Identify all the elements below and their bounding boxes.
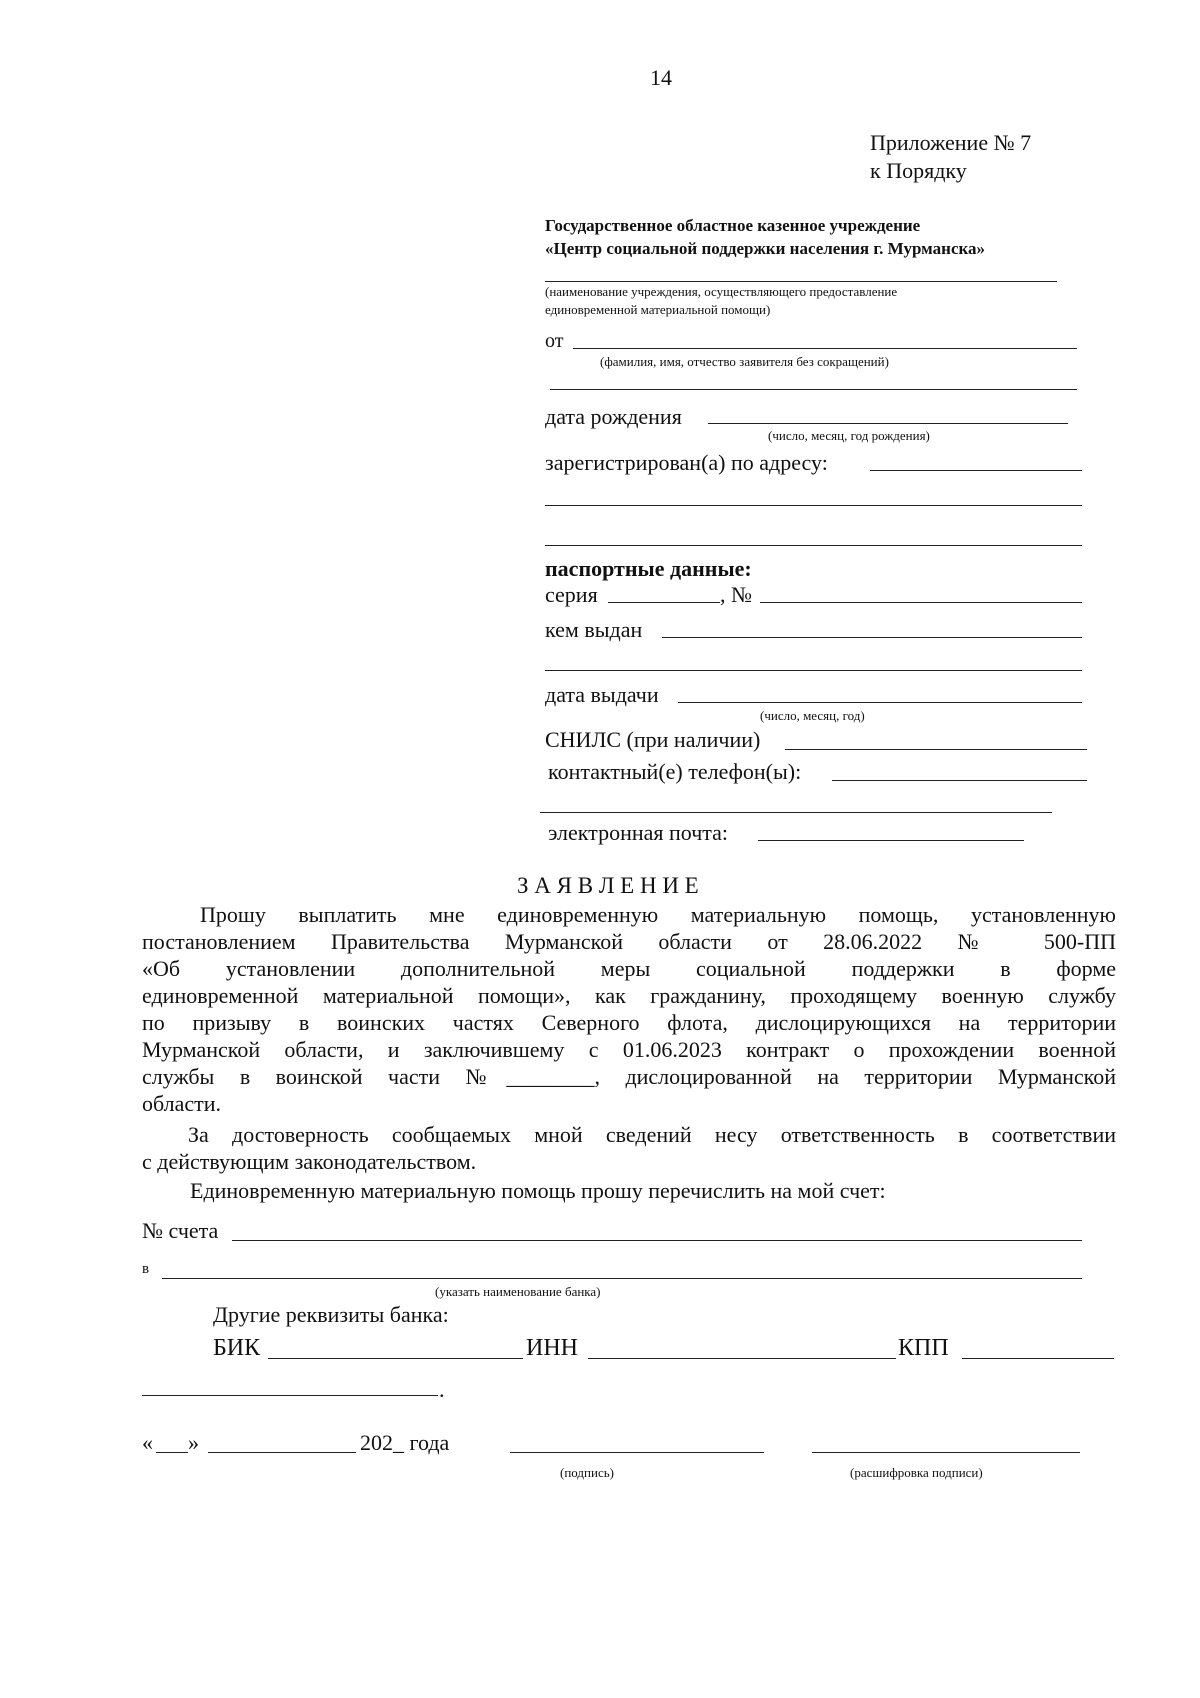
bik-field[interactable] [268,1358,523,1359]
snils-field[interactable] [785,749,1087,750]
bank-name-field[interactable] [162,1278,1082,1279]
account-field[interactable] [232,1240,1082,1241]
issue-date-label: дата выдачи [545,682,659,707]
phone-field[interactable] [832,780,1087,781]
inn-label: ИНН [526,1335,578,1361]
bank-prefix: в [142,1261,150,1277]
kpp-field[interactable] [962,1358,1114,1359]
transfer-line: Единовременную материальную помощь прошу перечислить на мой счет: [190,1178,886,1203]
extra-details-field[interactable] [142,1395,438,1396]
statement-title: З А Я В Л Е Н И Е [517,873,699,898]
statement-line-7: службы в воинской части №________, дислоцированной на территории Мурманской [142,1064,1116,1089]
address-label: зарегистрирован(а) по адресу: [545,450,828,475]
address-field-line2[interactable] [545,505,1082,506]
responsibility-line1: За достоверность сообщаемых мной сведений несу ответственность в соответствии [188,1122,1116,1147]
bik-label: БИК [213,1335,261,1361]
from-label: от [545,330,564,352]
statement-line-6: Мурманской области, и заключившему с 01.06.2023 контракт о прохождении военной [142,1037,1116,1062]
issue-date-field[interactable] [678,702,1082,703]
statement-line-4: единовременной материальной помощи», как гражданину, проходящему военную службу [142,983,1116,1008]
bank-caption: (указать наименование банка) [435,1284,601,1299]
series-field[interactable] [608,602,720,603]
statement-line-5: по призыву в воинских частях Северного флота, дислоцирующихся на территории [142,1010,1116,1035]
statement-line-2: постановлением Правительства Мурманской области от 28.06.2022 № 500-ПП [142,929,1116,954]
issued-by-label: кем выдан [545,617,643,642]
statement-line-3: «Об установлении дополнительной меры социальной поддержки в форме [142,956,1116,981]
page-number: 14 [650,65,672,90]
appendix-subtitle: к Порядку [870,158,967,183]
signature-field[interactable] [510,1452,764,1453]
date-quote-close: » [188,1430,199,1455]
passport-number-label: , № [720,582,752,607]
series-label: серия [545,582,598,607]
snils-label: СНИЛС (при наличии) [545,727,761,752]
issued-by-field-line2[interactable] [545,670,1082,671]
address-field[interactable] [870,470,1082,471]
from-caption: (фамилия, имя, отчество заявителя без сокращений) [600,354,889,369]
phone-field-line2[interactable] [540,812,1052,813]
month-field[interactable] [208,1452,356,1453]
signature-caption: (подпись) [560,1465,614,1480]
signature-decode-field[interactable] [812,1452,1080,1453]
issue-date-caption: (число, месяц, год) [760,708,865,723]
kpp-label: КПП [898,1335,949,1361]
signature-decode-caption: (расшифровка подписи) [850,1465,983,1480]
email-label: электронная почта: [548,820,729,845]
institution-caption-2: единовременной материальной помощи) [545,302,771,317]
other-details-label: Другие реквизиты банка: [213,1302,449,1327]
date-quote-open: « [142,1430,153,1455]
birth-date-caption: (число, месяц, год рождения) [768,428,930,443]
day-field[interactable] [156,1452,188,1453]
address-field-line3[interactable] [545,545,1082,546]
responsibility-line2: с действующим законодательством. [142,1149,477,1174]
year-label: 202_ года [360,1430,450,1455]
account-label: № счета [142,1218,219,1243]
birth-date-field[interactable] [708,423,1068,424]
from-field[interactable] [573,348,1077,349]
extra-details-dot: . [439,1377,445,1402]
institution-line1: Государственное областное казенное учреждение [545,216,921,235]
phone-label: контактный(е) телефон(ы): [548,759,802,784]
birth-date-label: дата рождения [545,404,682,429]
issued-by-field[interactable] [662,637,1082,638]
appendix-title: Приложение № 7 [870,130,1032,155]
email-field[interactable] [758,840,1024,841]
passport-number-field[interactable] [760,602,1082,603]
statement-line-last: области. [142,1091,222,1116]
from-field-line2[interactable] [550,389,1077,390]
passport-heading: паспортные данные: [545,556,752,581]
inn-field[interactable] [588,1358,896,1359]
statement-line-1: Прошу выплатить мне единовременную материальную помощь, установленную [200,902,1116,927]
institution-underline [545,281,1057,282]
institution-line2: «Центр социальной поддержки населения г. Мурманска» [545,239,986,258]
institution-caption-1: (наименование учреждения, осуществляющего предоставление [545,284,898,299]
